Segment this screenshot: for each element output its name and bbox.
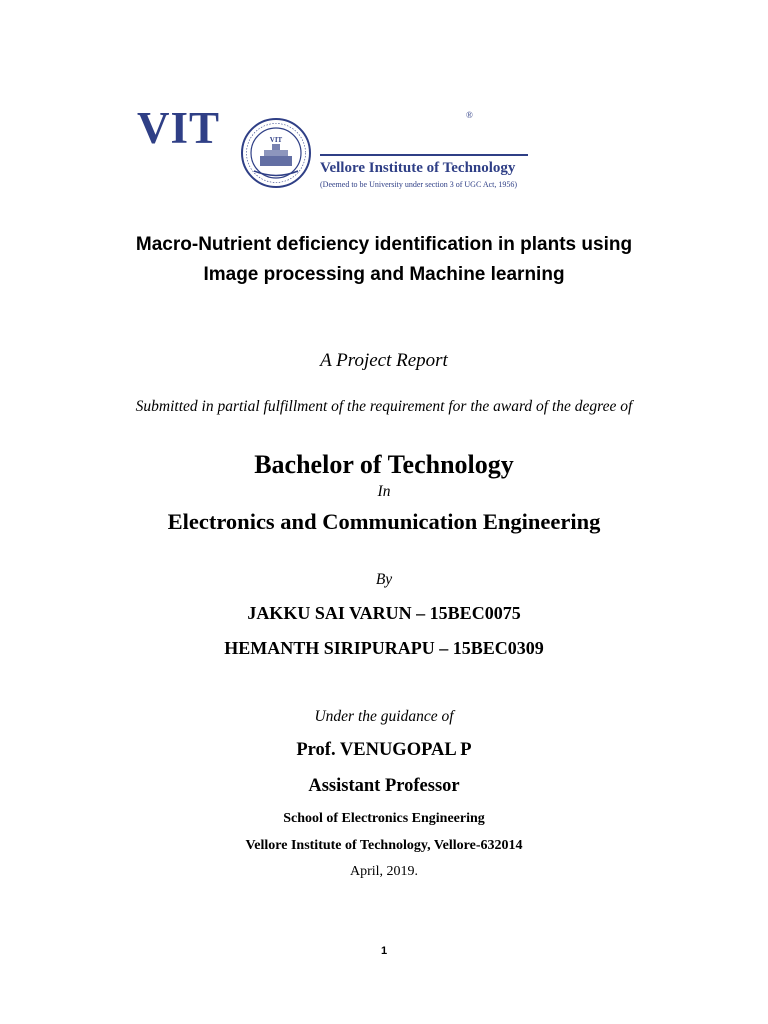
institute-address: Vellore Institute of Technology, Vellore-632014 — [245, 838, 523, 853]
school-name: School of Electronics Engineering — [283, 811, 485, 826]
institute-name: Vellore Institute of Technology — [320, 160, 516, 176]
report-type: A Project Report — [320, 350, 448, 371]
by-word: By — [375, 571, 393, 588]
submission-note: Submitted in partial fulfillment of the requirement for the award of the degree of — [135, 398, 633, 415]
branch-name: Electronics and Communication Engineering — [167, 509, 601, 534]
registered-mark: ® — [466, 110, 473, 120]
guide-name: Prof. VENUGOPAL P — [296, 740, 472, 760]
seal-inner-text: VIT — [269, 136, 283, 144]
logo-divider — [320, 154, 528, 156]
report-date: April, 2019. — [349, 864, 419, 879]
in-word: In — [377, 483, 391, 500]
report-title-line1: Macro-Nutrient deficiency identification in plants using — [135, 234, 633, 255]
report-title-line2: Image processing and Machine learning — [203, 264, 565, 285]
deemed-note: (Deemed to be University under section 3 of UGC Act, 1956) — [320, 180, 518, 189]
guide-designation: Assistant Professor — [308, 776, 460, 796]
author-1: JAKKU SAI VARUN – 15BEC0075 — [247, 603, 521, 623]
vit-seal-icon — [240, 116, 312, 190]
guidance-label: Under the guidance of — [314, 708, 454, 725]
author-2: HEMANTH SIRIPURAPU – 15BEC0309 — [224, 638, 544, 658]
degree-name: Bachelor of Technology — [254, 450, 514, 479]
vit-wordmark: VIT — [137, 103, 221, 153]
page-number: 1 — [380, 945, 388, 957]
